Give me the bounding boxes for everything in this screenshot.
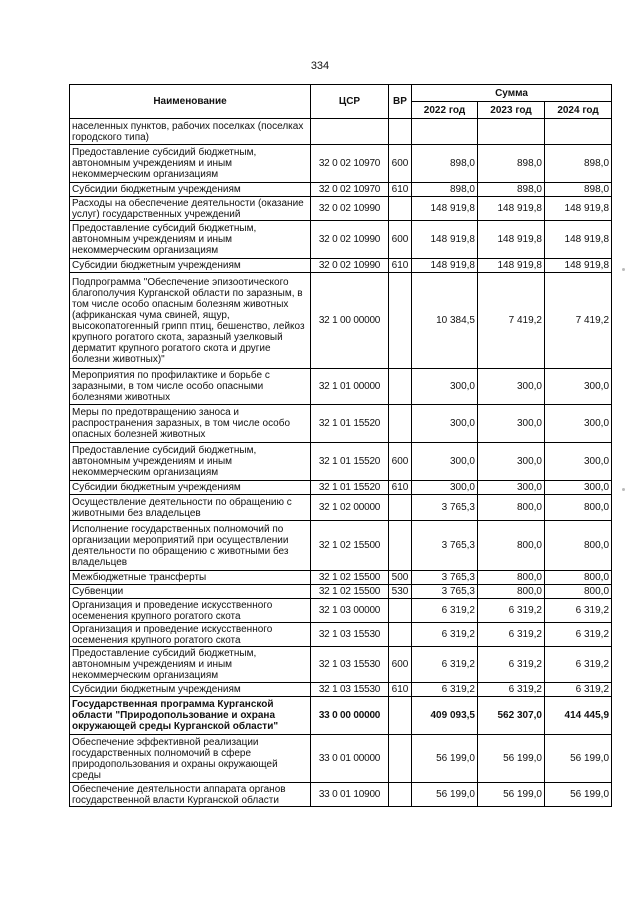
row-vr: 600 [389,647,412,683]
row-sum-2023: 562 307,0 [478,697,545,735]
row-csr: 33 0 01 10900 [311,783,389,807]
row-sum-2024: 6 319,2 [545,683,612,697]
row-sum-2022: 6 319,2 [412,623,478,647]
row-vr: 610 [389,183,412,197]
row-sum-2024: 148 919,8 [545,197,612,221]
row-sum-2023: 148 919,8 [478,259,545,273]
row-vr: 600 [389,221,412,259]
page-number: 334 [310,60,330,72]
row-sum-2024: 300,0 [545,405,612,443]
header-vr: ВР [389,85,412,119]
row-vr: 600 [389,145,412,183]
row-name: Субсидии бюджетным учреждениям [70,683,311,697]
row-sum-2024: 414 445,9 [545,697,612,735]
row-csr: 33 0 01 00000 [311,735,389,783]
header-year-2022: 2022 год [412,102,478,119]
row-sum-2024: 148 919,8 [545,221,612,259]
row-vr [389,521,412,571]
row-csr: 32 0 02 10990 [311,221,389,259]
header-year-2024: 2024 год [545,102,612,119]
row-name: Организация и проведение искусственного осеменения крупного рогатого скота [70,599,311,623]
row-vr [389,197,412,221]
table-row [70,197,612,221]
table-row [70,273,612,369]
row-sum-2024: 148 919,8 [545,259,612,273]
row-sum-2022: 6 319,2 [412,683,478,697]
table-row [70,683,612,697]
row-sum-2023: 300,0 [478,481,545,495]
table-row [70,221,612,259]
row-sum-2023: 6 319,2 [478,647,545,683]
table-row [70,405,612,443]
row-sum-2024: 56 199,0 [545,735,612,783]
row-csr: 32 1 03 00000 [311,599,389,623]
row-sum-2023: 300,0 [478,443,545,481]
row-name: Межбюджетные трансферты [70,571,311,585]
row-sum-2023: 800,0 [478,521,545,571]
row-sum-2022: 898,0 [412,183,478,197]
row-sum-2024: 300,0 [545,443,612,481]
row-sum-2024: 7 419,2 [545,273,612,369]
row-sum-2023: 800,0 [478,585,545,599]
row-sum-2023: 7 419,2 [478,273,545,369]
row-name: Расходы на обеспечение деятельности (оказание услуг) государственных учреждений [70,197,311,221]
row-vr: 530 [389,585,412,599]
row-sum-2024: 300,0 [545,481,612,495]
row-name: Предоставление субсидий бюджетным, автономным учреждениям и иным некоммерческим организациям [70,145,311,183]
table-row [70,647,612,683]
row-sum-2023: 6 319,2 [478,599,545,623]
row-csr: 32 1 03 15530 [311,683,389,697]
row-csr: 32 1 02 15500 [311,571,389,585]
row-name: Предоставление субсидий бюджетным, автономным учреждениям и иным некоммерческим организациям [70,647,311,683]
table-row [70,571,612,585]
row-csr: 32 0 02 10970 [311,183,389,197]
row-sum-2023: 898,0 [478,183,545,197]
row-vr [389,623,412,647]
row-sum-2024: 6 319,2 [545,647,612,683]
row-sum-2022: 3 765,3 [412,571,478,585]
row-csr: 32 1 02 15500 [311,585,389,599]
row-csr: 32 1 03 15530 [311,623,389,647]
row-sum-2022: 3 765,3 [412,585,478,599]
budget-table [69,84,612,807]
row-sum-2023: 300,0 [478,405,545,443]
row-sum-2024: 56 199,0 [545,783,612,807]
row-csr: 33 0 00 00000 [311,697,389,735]
row-sum-2024: 898,0 [545,183,612,197]
row-sum-2023: 800,0 [478,495,545,521]
row-name: Субсидии бюджетным учреждениям [70,259,311,273]
row-vr: 610 [389,683,412,697]
row-sum-2022: 10 384,5 [412,273,478,369]
row-sum-2024: 898,0 [545,145,612,183]
row-name: населенных пунктов, рабочих поселках (поселках городского типа) [70,119,311,145]
row-sum-2024: 6 319,2 [545,623,612,647]
row-csr: 32 0 02 10990 [311,259,389,273]
row-sum-2022: 56 199,0 [412,735,478,783]
row-vr [389,735,412,783]
header-name: Наименование [70,85,311,119]
row-csr [311,119,389,145]
row-csr: 32 1 01 15520 [311,481,389,495]
row-sum-2022: 148 919,8 [412,221,478,259]
header-sum: Сумма [412,85,612,102]
row-sum-2022: 3 765,3 [412,495,478,521]
row-sum-2024: 800,0 [545,521,612,571]
row-sum-2022: 148 919,8 [412,259,478,273]
row-name: Осуществление деятельности по обращению с животными без владельцев [70,495,311,521]
header-year-2023: 2023 год [478,102,545,119]
row-sum-2023: 56 199,0 [478,783,545,807]
row-vr [389,697,412,735]
row-sum-2022: 148 919,8 [412,197,478,221]
row-sum-2022: 300,0 [412,369,478,405]
row-name: Субвенции [70,585,311,599]
row-name: Обеспечение эффективной реализации государственных полномочий в сфере природопользования и охраны окружающей среды [70,735,311,783]
row-sum-2023 [478,119,545,145]
row-sum-2023: 148 919,8 [478,197,545,221]
row-name: Подпрограмма "Обеспечение эпизоотического благополучия Курганской области по заразным, в том числе особо опасным болезням животных (африканская чума свиней, ящур, высокопатогенный грипп птиц, бешенство, лейкоз крупного рогатого скота, заразный узелковый дерматит крупного рогатого скота и другие болезни животных)" [70,273,311,369]
row-sum-2024: 300,0 [545,369,612,405]
row-name: Организация и проведение искусственного осеменения крупного рогатого скота [70,623,311,647]
row-vr: 610 [389,481,412,495]
row-sum-2023: 800,0 [478,571,545,585]
scan-mark [622,268,625,271]
table-row [70,481,612,495]
row-sum-2023: 300,0 [478,369,545,405]
table-row [70,521,612,571]
row-sum-2022: 3 765,3 [412,521,478,571]
row-name: Предоставление субсидий бюджетным, автономным учреждениям и иным некоммерческим организациям [70,443,311,481]
row-sum-2022: 6 319,2 [412,647,478,683]
row-csr: 32 1 02 15500 [311,521,389,571]
scan-mark [622,488,625,491]
table-row [70,697,612,735]
row-vr: 610 [389,259,412,273]
table-row [70,183,612,197]
row-vr [389,783,412,807]
row-sum-2024: 800,0 [545,585,612,599]
row-csr: 32 1 02 00000 [311,495,389,521]
row-sum-2023: 6 319,2 [478,683,545,697]
row-csr: 32 1 00 00000 [311,273,389,369]
row-name: Мероприятия по профилактике и борьбе с заразными, в том числе особо опасными болезнями животных [70,369,311,405]
row-sum-2024 [545,119,612,145]
table-row [70,783,612,807]
table-row [70,623,612,647]
row-sum-2022 [412,119,478,145]
row-vr: 500 [389,571,412,585]
row-sum-2023: 6 319,2 [478,623,545,647]
row-sum-2024: 6 319,2 [545,599,612,623]
table-body [70,119,612,807]
row-sum-2022: 6 319,2 [412,599,478,623]
row-vr [389,369,412,405]
row-sum-2022: 409 093,5 [412,697,478,735]
row-csr: 32 1 01 15520 [311,443,389,481]
row-csr: 32 1 01 15520 [311,405,389,443]
row-vr [389,119,412,145]
row-vr [389,599,412,623]
table-row [70,369,612,405]
row-name: Субсидии бюджетным учреждениям [70,183,311,197]
table-row [70,145,612,183]
row-name: Предоставление субсидий бюджетным, автономным учреждениям и иным некоммерческим организациям [70,221,311,259]
row-vr [389,405,412,443]
row-sum-2023: 898,0 [478,145,545,183]
row-name: Государственная программа Курганской области "Природопользование и охрана окружающей среды Курганской области" [70,697,311,735]
row-sum-2022: 300,0 [412,443,478,481]
table-row [70,443,612,481]
row-vr [389,495,412,521]
row-name: Исполнение государственных полномочий по организации мероприятий при осуществлении деятельности по обращению с животными без владельцев [70,521,311,571]
table-row [70,585,612,599]
row-sum-2024: 800,0 [545,571,612,585]
row-vr: 600 [389,443,412,481]
table-row [70,119,612,145]
row-sum-2024: 800,0 [545,495,612,521]
row-csr: 32 1 01 00000 [311,369,389,405]
row-sum-2022: 300,0 [412,405,478,443]
table-row [70,495,612,521]
row-csr: 32 1 03 15530 [311,647,389,683]
table-row [70,259,612,273]
table-row [70,735,612,783]
table-row [70,599,612,623]
row-sum-2022: 300,0 [412,481,478,495]
row-name: Субсидии бюджетным учреждениям [70,481,311,495]
row-sum-2022: 56 199,0 [412,783,478,807]
row-sum-2022: 898,0 [412,145,478,183]
row-sum-2023: 148 919,8 [478,221,545,259]
row-csr: 32 0 02 10970 [311,145,389,183]
row-sum-2023: 56 199,0 [478,735,545,783]
header-csr: ЦСР [311,85,389,119]
row-name: Обеспечение деятельности аппарата органов государственной власти Курганской области [70,783,311,807]
row-name: Меры по предотвращению заноса и распространения заразных, в том числе особо опасных болезней животных [70,405,311,443]
row-vr [389,273,412,369]
row-csr: 32 0 02 10990 [311,197,389,221]
